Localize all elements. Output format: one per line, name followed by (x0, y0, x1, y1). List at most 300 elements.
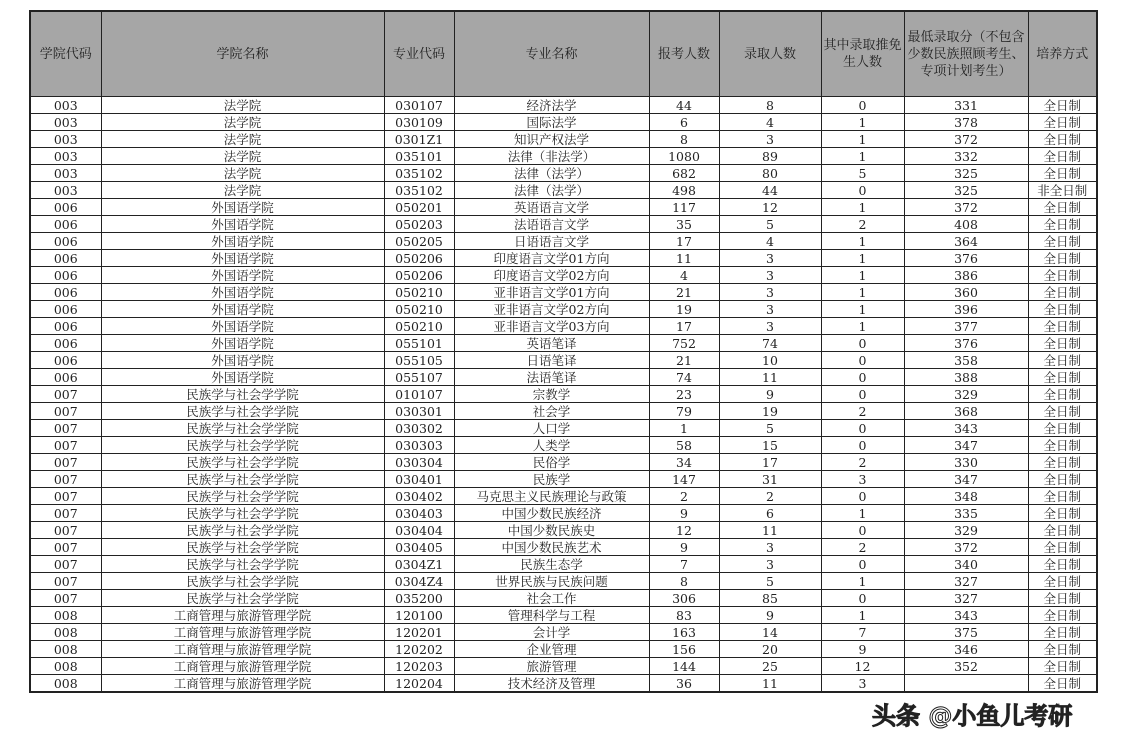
table-cell: 19 (649, 301, 719, 318)
table-cell: 030304 (384, 454, 454, 471)
table-row (30, 573, 1097, 590)
table-cell: 外国语学院 (101, 250, 384, 267)
table-cell: 11 (719, 369, 821, 386)
table-cell: 34 (649, 454, 719, 471)
table-cell: 1 (821, 199, 904, 216)
table-cell: 全日制 (1028, 165, 1097, 182)
table-cell: 120100 (384, 607, 454, 624)
table-cell: 360 (904, 284, 1028, 301)
table-cell: 050203 (384, 216, 454, 233)
table-cell: 752 (649, 335, 719, 352)
table-cell: 3 (719, 301, 821, 318)
table-cell: 民族学与社会学学院 (101, 556, 384, 573)
column-header: 学院代码 (30, 11, 101, 97)
table-cell: 旅游管理 (454, 658, 649, 675)
table-cell: 030404 (384, 522, 454, 539)
table-row (30, 420, 1097, 437)
table-cell: 003 (30, 114, 101, 131)
table-cell: 全日制 (1028, 607, 1097, 624)
table-cell: 全日制 (1028, 386, 1097, 403)
table-cell: 006 (30, 199, 101, 216)
column-header: 其中录取推免生人数 (821, 11, 904, 97)
table-cell: 5 (719, 420, 821, 437)
table-cell: 国际法学 (454, 114, 649, 131)
table-cell: 14 (719, 624, 821, 641)
table-cell: 20 (719, 641, 821, 658)
table-cell: 343 (904, 420, 1028, 437)
table-cell: 9 (821, 641, 904, 658)
table-cell: 外国语学院 (101, 318, 384, 335)
table-cell: 外国语学院 (101, 352, 384, 369)
table-cell: 3 (821, 471, 904, 488)
table-cell: 386 (904, 267, 1028, 284)
table-row (30, 165, 1097, 182)
table-cell: 1 (649, 420, 719, 437)
table-cell: 008 (30, 641, 101, 658)
table-cell: 007 (30, 505, 101, 522)
table-row (30, 233, 1097, 250)
table-cell: 329 (904, 386, 1028, 403)
table-cell: 19 (719, 403, 821, 420)
table-cell: 法律（法学） (454, 165, 649, 182)
table-cell: 全日制 (1028, 216, 1097, 233)
table-cell: 全日制 (1028, 658, 1097, 675)
table-row (30, 488, 1097, 505)
table-cell: 030109 (384, 114, 454, 131)
table-cell: 163 (649, 624, 719, 641)
table-row (30, 386, 1097, 403)
table-cell: 030402 (384, 488, 454, 505)
table-row (30, 539, 1097, 556)
table-cell: 工商管理与旅游管理学院 (101, 675, 384, 693)
table-cell: 030403 (384, 505, 454, 522)
table-cell: 管理科学与工程 (454, 607, 649, 624)
admission-table (29, 10, 1098, 693)
table-cell: 0 (821, 590, 904, 607)
table-cell: 6 (719, 505, 821, 522)
table-cell: 外国语学院 (101, 284, 384, 301)
table-cell: 0304Z4 (384, 573, 454, 590)
table-cell: 1080 (649, 148, 719, 165)
table-cell: 030303 (384, 437, 454, 454)
table-cell: 民族学与社会学学院 (101, 403, 384, 420)
table-cell: 外国语学院 (101, 199, 384, 216)
table-cell: 335 (904, 505, 1028, 522)
table-cell: 340 (904, 556, 1028, 573)
table-row (30, 454, 1097, 471)
table-cell: 10 (719, 352, 821, 369)
table-cell: 外国语学院 (101, 301, 384, 318)
table-row (30, 318, 1097, 335)
table-cell: 050210 (384, 318, 454, 335)
table-cell: 352 (904, 658, 1028, 675)
table-cell: 007 (30, 386, 101, 403)
table-cell: 民族生态学 (454, 556, 649, 573)
table-row (30, 250, 1097, 267)
table-cell: 008 (30, 607, 101, 624)
table-cell: 030405 (384, 539, 454, 556)
table-cell: 9 (719, 607, 821, 624)
table-cell: 世界民族与民族问题 (454, 573, 649, 590)
table-cell: 亚非语言文学02方向 (454, 301, 649, 318)
table-cell: 2 (821, 403, 904, 420)
table-cell: 法学院 (101, 165, 384, 182)
table-cell: 法语笔译 (454, 369, 649, 386)
table-row (30, 607, 1097, 624)
table-cell: 0 (821, 182, 904, 199)
table-cell: 006 (30, 301, 101, 318)
table-cell: 11 (719, 522, 821, 539)
table-cell: 法律（非法学） (454, 148, 649, 165)
table-cell: 372 (904, 199, 1028, 216)
table-cell: 社会工作 (454, 590, 649, 607)
table-cell: 外国语学院 (101, 216, 384, 233)
table-cell: 050206 (384, 267, 454, 284)
table-cell: 全日制 (1028, 556, 1097, 573)
table-cell: 3 (719, 250, 821, 267)
table-row (30, 590, 1097, 607)
table-cell: 325 (904, 165, 1028, 182)
table-cell: 外国语学院 (101, 233, 384, 250)
table-cell: 006 (30, 284, 101, 301)
table-cell: 外国语学院 (101, 369, 384, 386)
table-cell: 030401 (384, 471, 454, 488)
table-cell: 外国语学院 (101, 267, 384, 284)
table-cell: 民族学 (454, 471, 649, 488)
table-cell: 9 (649, 505, 719, 522)
table-cell: 79 (649, 403, 719, 420)
table-cell: 2 (719, 488, 821, 505)
table-row (30, 97, 1097, 114)
table-cell: 050210 (384, 284, 454, 301)
table-cell: 0304Z1 (384, 556, 454, 573)
table-cell: 377 (904, 318, 1028, 335)
table-cell: 1 (821, 301, 904, 318)
table-cell: 人类学 (454, 437, 649, 454)
table-cell: 8 (649, 573, 719, 590)
table-row (30, 675, 1097, 693)
table-cell: 006 (30, 369, 101, 386)
table-cell: 1 (821, 505, 904, 522)
table-cell: 法律（法学） (454, 182, 649, 199)
table-cell: 中国少数民族经济 (454, 505, 649, 522)
table-cell: 388 (904, 369, 1028, 386)
table-cell: 印度语言文学02方向 (454, 267, 649, 284)
table-cell: 007 (30, 420, 101, 437)
table-cell: 2 (821, 454, 904, 471)
table-cell: 035101 (384, 148, 454, 165)
table-cell: 83 (649, 607, 719, 624)
table-cell: 2 (649, 488, 719, 505)
table-row (30, 369, 1097, 386)
table-cell: 006 (30, 318, 101, 335)
table-cell: 375 (904, 624, 1028, 641)
table-cell: 055105 (384, 352, 454, 369)
table-cell: 全日制 (1028, 573, 1097, 590)
table-cell: 全日制 (1028, 199, 1097, 216)
table-cell: 全日制 (1028, 522, 1097, 539)
table-cell: 11 (719, 675, 821, 693)
table-cell: 31 (719, 471, 821, 488)
table-row (30, 216, 1097, 233)
table-cell: 035200 (384, 590, 454, 607)
table-cell: 马克思主义民族理论与政策 (454, 488, 649, 505)
table-cell: 技术经济及管理 (454, 675, 649, 693)
table-row (30, 182, 1097, 199)
table-cell: 003 (30, 131, 101, 148)
table-cell: 经济法学 (454, 97, 649, 114)
table-cell: 006 (30, 267, 101, 284)
table-cell: 055101 (384, 335, 454, 352)
table-cell: 亚非语言文学03方向 (454, 318, 649, 335)
table-cell: 1 (821, 233, 904, 250)
table-cell: 外国语学院 (101, 335, 384, 352)
table-cell: 民族学与社会学学院 (101, 488, 384, 505)
table-cell: 15 (719, 437, 821, 454)
table-cell: 147 (649, 471, 719, 488)
table-cell: 120202 (384, 641, 454, 658)
table-cell: 4 (719, 114, 821, 131)
table-cell: 030302 (384, 420, 454, 437)
table-cell: 498 (649, 182, 719, 199)
table-cell: 030301 (384, 403, 454, 420)
table-cell: 007 (30, 539, 101, 556)
table-cell: 12 (719, 199, 821, 216)
table-cell: 120201 (384, 624, 454, 641)
table-cell: 0 (821, 522, 904, 539)
table-cell: 工商管理与旅游管理学院 (101, 607, 384, 624)
table-cell: 全日制 (1028, 505, 1097, 522)
table-cell: 全日制 (1028, 352, 1097, 369)
table-cell: 327 (904, 590, 1028, 607)
watermark: 头条 @小鱼儿考研 (872, 702, 1073, 730)
table-cell: 347 (904, 471, 1028, 488)
table-cell: 008 (30, 675, 101, 693)
table-cell: 11 (649, 250, 719, 267)
table-cell: 0 (821, 352, 904, 369)
table-cell: 1 (821, 267, 904, 284)
table-cell: 工商管理与旅游管理学院 (101, 658, 384, 675)
table-cell: 007 (30, 488, 101, 505)
table-row (30, 131, 1097, 148)
column-header: 学院名称 (101, 11, 384, 97)
table-cell: 全日制 (1028, 335, 1097, 352)
table-cell: 民族学与社会学学院 (101, 522, 384, 539)
table-row (30, 199, 1097, 216)
table-cell: 民族学与社会学学院 (101, 420, 384, 437)
table-cell: 1 (821, 114, 904, 131)
table-cell: 民族学与社会学学院 (101, 471, 384, 488)
table-row (30, 335, 1097, 352)
table-cell: 1 (821, 318, 904, 335)
table-cell: 1 (821, 131, 904, 148)
table-cell: 4 (719, 233, 821, 250)
table-cell: 民族学与社会学学院 (101, 437, 384, 454)
column-header: 最低录取分（不包含少数民族照顾考生、专项计划考生） (904, 11, 1028, 97)
table-cell: 58 (649, 437, 719, 454)
table-cell: 全日制 (1028, 539, 1097, 556)
table-cell: 006 (30, 335, 101, 352)
table-cell: 全日制 (1028, 471, 1097, 488)
table-cell: 3 (719, 539, 821, 556)
table-cell: 民族学与社会学学院 (101, 590, 384, 607)
table-cell: 8 (719, 97, 821, 114)
table-row (30, 505, 1097, 522)
table-cell: 327 (904, 573, 1028, 590)
table-cell: 358 (904, 352, 1028, 369)
table-cell: 7 (821, 624, 904, 641)
table-cell: 1 (821, 250, 904, 267)
table-cell: 全日制 (1028, 488, 1097, 505)
table-cell: 7 (649, 556, 719, 573)
table-cell: 682 (649, 165, 719, 182)
table-cell: 英语语言文学 (454, 199, 649, 216)
table-cell: 050210 (384, 301, 454, 318)
table-cell: 80 (719, 165, 821, 182)
table-cell: 006 (30, 233, 101, 250)
table-cell: 035102 (384, 182, 454, 199)
table-cell: 007 (30, 437, 101, 454)
table-cell: 全日制 (1028, 233, 1097, 250)
table-cell: 36 (649, 675, 719, 693)
table-cell: 007 (30, 522, 101, 539)
table-cell: 法语语言文学 (454, 216, 649, 233)
table-row (30, 556, 1097, 573)
table-cell: 17 (649, 318, 719, 335)
table-cell: 全日制 (1028, 403, 1097, 420)
column-header: 录取人数 (719, 11, 821, 97)
table-cell: 宗教学 (454, 386, 649, 403)
table-cell: 中国少数民族艺术 (454, 539, 649, 556)
table-cell: 全日制 (1028, 250, 1097, 267)
table-row (30, 437, 1097, 454)
table-cell: 全日制 (1028, 454, 1097, 471)
table-cell: 050206 (384, 250, 454, 267)
table-cell: 007 (30, 403, 101, 420)
table-cell: 035102 (384, 165, 454, 182)
table-cell: 2 (821, 216, 904, 233)
table-cell: 全日制 (1028, 114, 1097, 131)
table-cell: 全日制 (1028, 590, 1097, 607)
table-cell: 2 (821, 539, 904, 556)
table-cell: 民族学与社会学学院 (101, 454, 384, 471)
table-cell: 6 (649, 114, 719, 131)
table-cell: 1 (821, 284, 904, 301)
table-cell: 003 (30, 97, 101, 114)
table-cell: 0 (821, 488, 904, 505)
table-cell: 民族学与社会学学院 (101, 573, 384, 590)
table-cell: 006 (30, 250, 101, 267)
table-cell: 368 (904, 403, 1028, 420)
table-row (30, 352, 1097, 369)
table-cell: 法学院 (101, 114, 384, 131)
table-cell: 008 (30, 624, 101, 641)
table-cell: 21 (649, 352, 719, 369)
table-cell: 007 (30, 573, 101, 590)
table-cell: 民族学与社会学学院 (101, 505, 384, 522)
table-cell: 003 (30, 182, 101, 199)
table-cell: 120203 (384, 658, 454, 675)
table-cell: 中国少数民族史 (454, 522, 649, 539)
table-row (30, 403, 1097, 420)
table-cell: 376 (904, 335, 1028, 352)
table-cell: 306 (649, 590, 719, 607)
table-cell: 117 (649, 199, 719, 216)
table-cell: 全日制 (1028, 301, 1097, 318)
table-cell: 全日制 (1028, 148, 1097, 165)
table-cell: 331 (904, 97, 1028, 114)
column-header: 报考人数 (649, 11, 719, 97)
table-cell: 343 (904, 607, 1028, 624)
table-cell: 030107 (384, 97, 454, 114)
table-cell: 008 (30, 658, 101, 675)
table-cell: 民族学与社会学学院 (101, 386, 384, 403)
table-cell: 0 (821, 420, 904, 437)
table-cell: 85 (719, 590, 821, 607)
table-cell: 社会学 (454, 403, 649, 420)
table-row (30, 471, 1097, 488)
table-cell: 3 (719, 267, 821, 284)
table-cell: 17 (649, 233, 719, 250)
table-cell: 408 (904, 216, 1028, 233)
table-cell: 0301Z1 (384, 131, 454, 148)
table-cell: 25 (719, 658, 821, 675)
table-cell: 全日制 (1028, 675, 1097, 693)
table-cell: 372 (904, 539, 1028, 556)
table-cell: 全日制 (1028, 97, 1097, 114)
table-cell: 120204 (384, 675, 454, 693)
table-cell: 英语笔译 (454, 335, 649, 352)
table-cell: 23 (649, 386, 719, 403)
table-row (30, 624, 1097, 641)
table-cell: 055107 (384, 369, 454, 386)
table-cell: 89 (719, 148, 821, 165)
table-cell: 1 (821, 607, 904, 624)
table-row (30, 114, 1097, 131)
table-cell: 329 (904, 522, 1028, 539)
table-cell: 330 (904, 454, 1028, 471)
table-row (30, 301, 1097, 318)
table-cell (904, 675, 1028, 693)
table-cell: 工商管理与旅游管理学院 (101, 641, 384, 658)
table-row (30, 641, 1097, 658)
column-header: 专业代码 (384, 11, 454, 97)
table-cell: 3 (719, 284, 821, 301)
table-cell: 亚非语言文学01方向 (454, 284, 649, 301)
table-cell: 0 (821, 386, 904, 403)
table-cell: 法学院 (101, 182, 384, 199)
table-row (30, 148, 1097, 165)
table-cell: 364 (904, 233, 1028, 250)
table-cell: 44 (649, 97, 719, 114)
table-cell: 0 (821, 335, 904, 352)
header-row (30, 11, 1097, 97)
table-cell: 法学院 (101, 97, 384, 114)
table-cell: 35 (649, 216, 719, 233)
table-cell: 全日制 (1028, 267, 1097, 284)
table-cell: 156 (649, 641, 719, 658)
table-cell: 全日制 (1028, 318, 1097, 335)
table-cell: 工商管理与旅游管理学院 (101, 624, 384, 641)
table-cell: 全日制 (1028, 420, 1097, 437)
table-cell: 332 (904, 148, 1028, 165)
table-cell: 003 (30, 165, 101, 182)
table-cell: 5 (719, 216, 821, 233)
table-cell: 5 (719, 573, 821, 590)
table-cell: 347 (904, 437, 1028, 454)
table-cell: 144 (649, 658, 719, 675)
table-cell: 396 (904, 301, 1028, 318)
